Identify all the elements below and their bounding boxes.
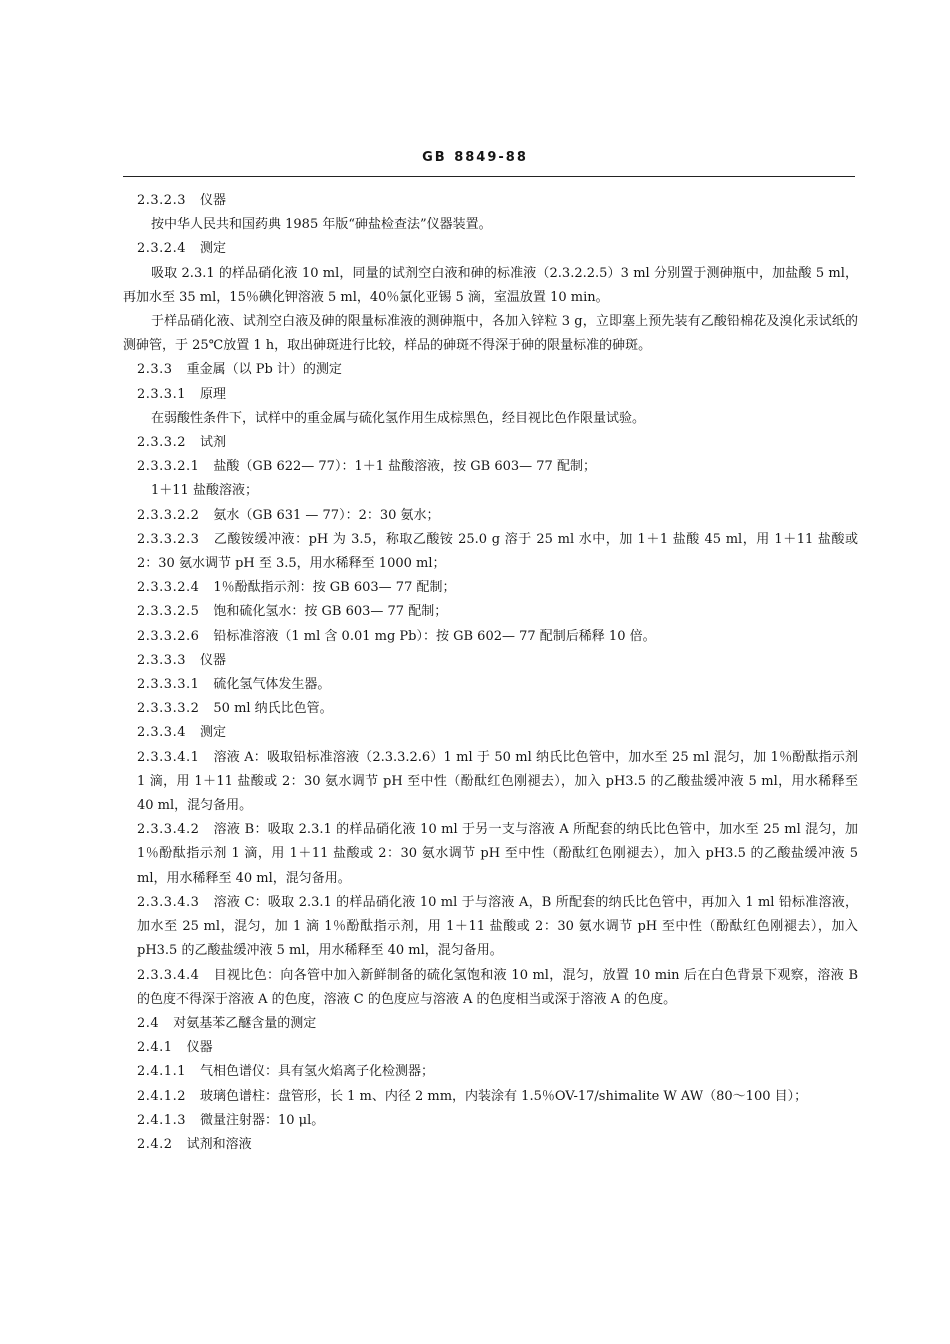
clause-number: 2.3.3.2	[137, 435, 186, 451]
clause-text: 原理	[199, 386, 226, 402]
clause-number: 2.3.3.3	[137, 652, 186, 668]
clause-2-3-3-2-2	[123, 504, 858, 528]
clause-text: 按中华人民共和国药典 1985 年版“砷盐检查法”仪器装置。	[151, 217, 492, 233]
clause-text: 1＋11 盐酸溶液；	[151, 483, 258, 499]
clause-2-3-3-4	[123, 721, 858, 745]
paragraph	[123, 262, 858, 310]
header-rule	[123, 176, 855, 177]
clause-text: 50 ml 纳氏比色管。	[213, 701, 333, 717]
clause-number: 2.3.3.2.4	[137, 580, 200, 596]
clause-2-3-3-2	[123, 431, 858, 455]
clause-text: 饱和硫化氢水：按 GB 603— 77 配制；	[213, 604, 448, 620]
clause-text: 盐酸（GB 622— 77）：1＋1 盐酸溶液，按 GB 603— 77 配制；	[213, 459, 596, 475]
clause-number: 2.3.3.2.1	[137, 459, 200, 475]
clause-number: 2.4.1.3	[137, 1112, 186, 1128]
clause-text: 于样品硝化液、试剂空白液及砷的限量标准液的测砷瓶中，各加入锌粒 3 g，立即塞上预先装有乙酸铅棉花及溴化汞试纸的测砷管，于 25℃放置 1 h，取出砷斑进行比较，样品的砷斑不得深于砷的限量标准的砷斑。	[123, 314, 858, 354]
clause-text: 仪器	[199, 193, 226, 208]
clause-number: 2.4	[137, 1015, 160, 1031]
clause-number: 2.4.1.2	[137, 1088, 186, 1104]
page-header-doc-code: GB 8849-88	[422, 150, 528, 165]
clause-2-4	[123, 1012, 858, 1036]
clause-text: 1％酚酞指示剂：按 GB 603— 77 配制；	[213, 580, 456, 596]
clause-number: 2.4.1.1	[137, 1064, 186, 1080]
clause-2-3-3-2-3	[123, 528, 858, 576]
clause-text: 目视比色：向各管中加入新鲜制备的硫化氢饱和液 10 ml，混匀，放置 10 min 后在白色背景下观察，溶液 B 的色度不得深于溶液 A 的色度，溶液 C 的色度应与溶液 A 的色度相当或深于溶液 A 的色度。	[137, 967, 858, 1007]
clause-2-3-3-4-3	[123, 891, 858, 964]
clause-2-3-3-4-2	[123, 818, 858, 891]
clause-text: 硫化氢气体发生器。	[213, 677, 331, 693]
clause-text: 试剂	[199, 435, 226, 451]
clause-text: 微量注射器：10 μl。	[199, 1112, 325, 1128]
clause-text: 乙酸铵缓冲液：pH 为 3.5，称取乙酸铵 25.0 g 溶于 25 ml 水中，加 1＋1 盐酸 45 ml，用 1＋11 盐酸或 2：30 氨水调节 pH 至 3.5，用水稀释至 1000 ml；	[137, 531, 858, 572]
clause-text: 铅标准溶液（1 ml 含 0.01 mg Pb）：按 GB 602— 77 配制后稀释 10 倍。	[213, 628, 656, 644]
clause-number: 2.3.3.2.6	[137, 628, 200, 644]
clause-2-3-2-3	[123, 189, 858, 213]
clause-2-4-1	[123, 1036, 858, 1060]
clause-text: 测定	[199, 725, 226, 741]
clause-text: 测定	[199, 241, 226, 257]
clause-2-3-3-3	[123, 649, 858, 673]
clause-text: 气相色谱仪：具有氢火焰离子化检测器；	[199, 1064, 434, 1080]
clause-2-3-3-3-2	[123, 697, 858, 721]
clause-text: 重金属（以 Pb 计）的测定	[186, 362, 342, 378]
clause-number: 2.3.3.3.2	[137, 701, 200, 717]
clause-number: 2.3.3.4.3	[137, 894, 200, 910]
clause-2-4-1-2	[123, 1085, 858, 1109]
clause-2-3-3	[123, 358, 858, 382]
clause-text: 玻璃色谱柱：盘管形，长 1 m、内径 2 mm，内装涂有 1.5％OV-17/shimalite W AW（80～100 目）；	[199, 1088, 808, 1104]
clause-text: 溶液 B：吸取 2.3.1 的样品硝化液 10 ml 于另一支与溶液 A 所配套的纳氏比色管中，加水至 25 ml 混匀，加 1％酚酞指示剂 1 滴，用 1＋11 盐酸或 2：30 氨水调节 pH 至中性（酚酞红色刚褪去），加入 pH3.5 的乙酸盐缓冲液 5 ml，用水稀释至 40 ml，混匀备用。	[137, 822, 858, 886]
clause-2-3-3-4-1	[123, 746, 858, 819]
clause-text: 氨水（GB 631 — 77）：2：30 氨水；	[213, 507, 440, 523]
clause-number: 2.3.3.2.5	[137, 604, 200, 620]
clause-2-4-1-3	[123, 1109, 858, 1133]
clause-number: 2.3.3.3.1	[137, 677, 200, 693]
clause-number: 2.3.3.1	[137, 386, 186, 402]
clause-number: 2.3.3.2.2	[137, 507, 200, 523]
document-body	[123, 189, 858, 1157]
clause-number: 2.3.2.3	[137, 193, 186, 208]
clause-2-4-2	[123, 1133, 858, 1157]
paragraph	[123, 479, 858, 503]
clause-number: 2.4.2	[137, 1136, 173, 1152]
clause-2-3-2-4	[123, 237, 858, 261]
clause-number: 2.3.3.4	[137, 725, 186, 741]
clause-text: 溶液 A：吸取铅标准溶液（2.3.3.2.6）1 ml 于 50 ml 纳氏比色管中，加水至 25 ml 混匀，加 1％酚酞指示剂 1 滴，用 1＋11 盐酸或 2：30 氨水调节 pH 至中性（酚酞红色刚褪去），加入 pH3.5 的乙酸盐缓冲液 5 ml，用水稀释至 40 ml，混匀备用。	[137, 749, 858, 814]
clause-2-3-3-3-1	[123, 673, 858, 697]
clause-text: 溶液 C：吸取 2.3.1 的样品硝化液 10 ml 于与溶液 A，B 所配套的纳氏比色管中，再加入 1 ml 铅标准溶液，加水至 25 ml，混匀，加 1 滴 1％酚酞指示剂，用 1＋11 盐酸或 2：30 氨水调节 pH 至中性（酚酞红色刚褪去），加入 pH3.5 的乙酸盐缓冲液 5 ml，用水稀释至 40 ml，混匀备用。	[137, 894, 858, 959]
clause-2-3-3-2-6	[123, 625, 858, 649]
paragraph	[123, 407, 858, 431]
clause-number: 2.3.2.4	[137, 241, 186, 257]
paragraph	[123, 213, 858, 237]
clause-text: 仪器	[199, 652, 226, 668]
clause-text: 在弱酸性条件下，试样中的重金属与硫化氢作用生成棕黑色，经目视比色作限量试验。	[151, 410, 646, 426]
clause-text: 试剂和溶液	[186, 1136, 252, 1152]
clause-2-3-3-2-1	[123, 455, 858, 479]
clause-number: 2.3.3.4.1	[137, 749, 200, 765]
clause-2-3-3-2-4	[123, 576, 858, 600]
clause-2-3-3-1	[123, 383, 858, 407]
clause-text: 吸取 2.3.1 的样品硝化液 10 ml，同量的试剂空白液和砷的标准液（2.3.2.2.5）3 ml 分别置于测砷瓶中，加盐酸 5 ml，再加水至 35 ml，15％碘化钾溶液 5 ml，40％氯化亚锡 5 滴，室温放置 10 min。	[123, 265, 858, 305]
clause-2-3-3-4-4	[123, 964, 858, 1012]
clause-number: 2.4.1	[137, 1040, 173, 1056]
clause-number: 2.3.3.4.2	[137, 822, 200, 838]
clause-number: 2.3.3.4.4	[137, 967, 200, 983]
clause-2-3-3-2-5	[123, 600, 858, 624]
clause-number: 2.3.3	[137, 362, 173, 378]
clause-text: 仪器	[186, 1040, 213, 1056]
clause-number: 2.3.3.2.3	[137, 531, 200, 547]
clause-2-4-1-1	[123, 1060, 858, 1084]
clause-text: 对氨基苯乙醚含量的测定	[173, 1015, 317, 1031]
paragraph	[123, 310, 858, 358]
